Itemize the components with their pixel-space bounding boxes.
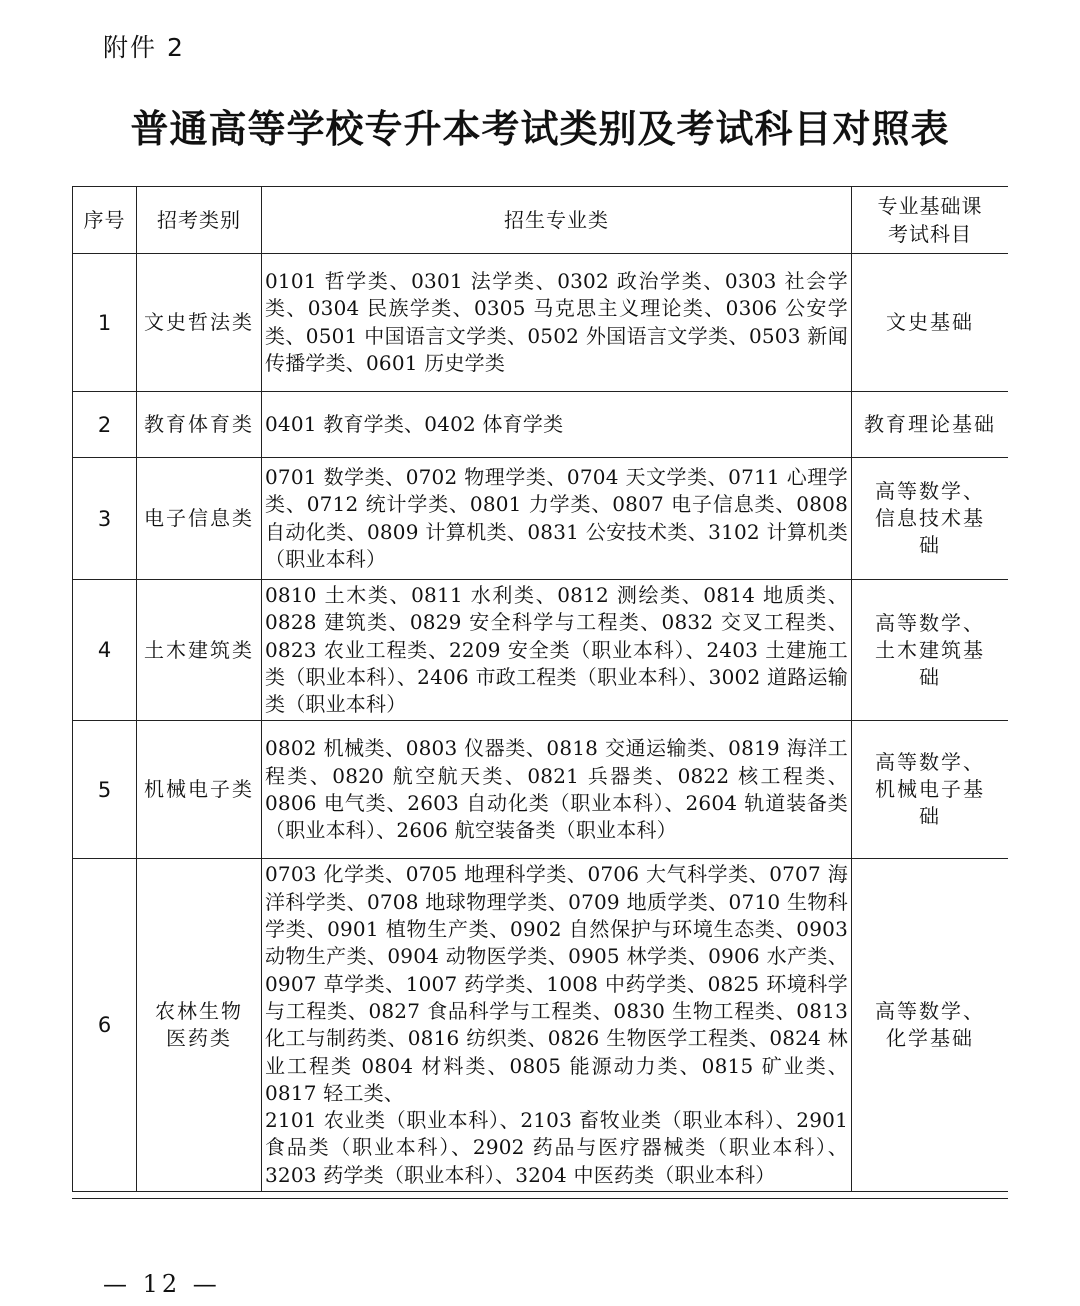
row-majors: 0101 哲学类、0301 法学类、0302 政治学类、0303 社会学类、0304 民族学类、0305 马克思主义理论类、0306 公安学类、0501 中国语言文学类、0502 外国语言文学类、0503 新闻传播学类、0601 历史学类	[262, 254, 852, 392]
row-index: 5	[73, 721, 137, 859]
row-subject: 高等数学、信息技术基础	[852, 458, 1009, 580]
row-category: 土木建筑类	[137, 580, 262, 721]
header-majors: 招生专业类	[262, 187, 852, 254]
row-index: 2	[73, 392, 137, 458]
exam-table-container	[72, 186, 1008, 1199]
table-row	[73, 458, 1009, 580]
table-row	[73, 580, 1009, 721]
table-row	[73, 721, 1009, 859]
row-category: 机械电子类	[137, 721, 262, 859]
row-majors: 0701 数学类、0702 物理学类、0704 天文学类、0711 心理学类、0712 统计学类、0801 力学类、0807 电子信息类、0808 自动化类、0809 计算机类、0831 公安技术类、3102 计算机类（职业本科）	[262, 458, 852, 580]
row-index: 3	[73, 458, 137, 580]
document-title: 普通高等学校专升本考试类别及考试科目对照表	[130, 106, 950, 151]
row-majors: 0810 土木类、0811 水利类、0812 测绘类、0814 地质类、0828 建筑类、0829 安全科学与工程类、0832 交叉工程类、0823 农业工程类、2209 安全类（职业本科）、2403 土建施工类（职业本科）、2406 市政工程类（职业本科）、3002 道路运输类（职业本科）	[262, 580, 852, 721]
row-category: 教育体育类	[137, 392, 262, 458]
exam-table	[72, 186, 1008, 1192]
header-subject: 专业基础课考试科目	[852, 187, 1009, 254]
row-subject: 高等数学、机械电子基础	[852, 721, 1009, 859]
row-category: 农林生物医药类	[137, 859, 262, 1192]
row-index: 1	[73, 254, 137, 392]
row-subject: 高等数学、土木建筑基础	[852, 580, 1009, 721]
row-majors: 0802 机械类、0803 仪器类、0818 交通运输类、0819 海洋工程类、0820 航空航天类、0821 兵器类、0822 核工程类、0806 电气类、2603 自动化类（职业本科）、2604 轨道装备类（职业本科）、2606 航空装备类（职业本科）	[262, 721, 852, 859]
row-subject: 文史基础	[852, 254, 1009, 392]
header-index: 序号	[73, 187, 137, 254]
row-category: 电子信息类	[137, 458, 262, 580]
table-row	[73, 254, 1009, 392]
row-index: 6	[73, 859, 137, 1192]
row-subject: 教育理论基础	[852, 392, 1009, 458]
row-category: 文史哲法类	[137, 254, 262, 392]
row-majors-part1: 0703 化学类、0705 地理科学类、0706 大气科学类、0707 海洋科学类、0708 地球物理学类、0709 地质学类、0710 生物科学类、0901 植物生产类、0902 自然保护与环境生态类、0903 动物生产类、0904 动物医学类、0905 林学类、0906 水产类、0907 草学类、1007 药学类、1008 中药学类、0825 环境科学与工程类、0827 食品科学与工程类、0830 生物工程类、0813 化工与制药类、0816 纺织类、0826 生物医学工程类、0824 林业工程类 0804 材料类、0805 能源动力类、0815 矿业类、0817 轻工类、	[265, 862, 848, 1105]
page-number: — 12 —	[103, 1270, 221, 1298]
attachment-label: 附件 2	[103, 33, 185, 62]
row-majors: 0401 教育学类、0402 体育学类	[262, 392, 852, 458]
table-row	[73, 859, 1009, 1192]
header-category: 招考类别	[137, 187, 262, 254]
row-majors	[262, 859, 852, 1192]
row-subject: 高等数学、化学基础	[852, 859, 1009, 1192]
table-row	[73, 392, 1009, 458]
row-majors-part2: 2101 农业类（职业本科）、2103 畜牧业类（职业本科）、2901 食品类（职业本科）、2902 药品与医疗器械类（职业本科）、3203 药学类（职业本科）、3204 中医药类（职业本科）	[265, 1108, 848, 1187]
table-header-row	[73, 187, 1009, 254]
row-index: 4	[73, 580, 137, 721]
